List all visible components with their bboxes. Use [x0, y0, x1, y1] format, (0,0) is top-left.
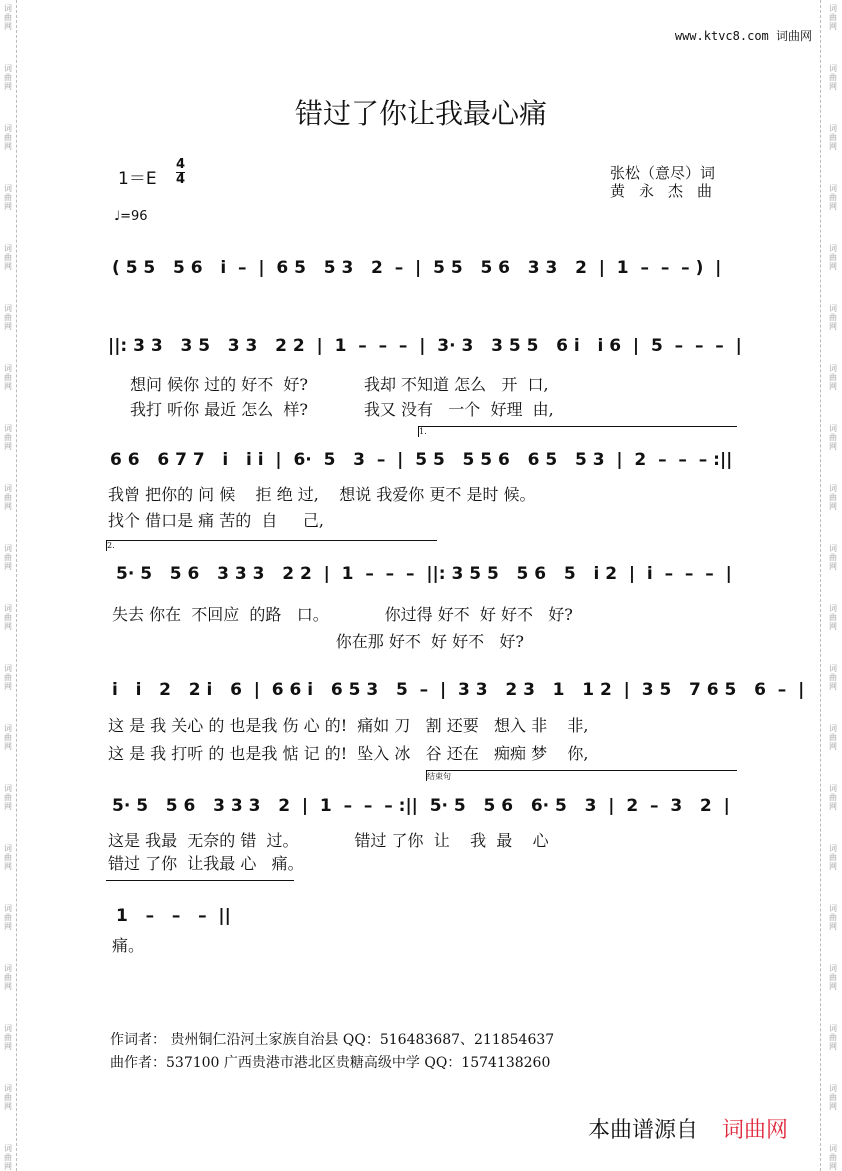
notation-row: ||: 3 3 3 5 3 3 2 2 | 1 – – – | 3· 3 3 5 5 6 i i 6 | 5 – – – | — [108, 336, 742, 356]
staff-line-4 — [0, 564, 842, 604]
watermark-text: 词 曲 网 — [4, 1084, 12, 1111]
watermark-text: 词 曲 网 — [4, 4, 12, 31]
watermark-text: 词 曲 网 — [4, 664, 12, 691]
watermark-text: 词 曲 网 — [829, 424, 837, 451]
watermark-text: 词 曲 网 — [4, 724, 12, 751]
watermark-text: 词 曲 网 — [4, 604, 12, 631]
watermark-text: 词 曲 网 — [4, 424, 12, 451]
time-signature-top: 4 — [176, 157, 186, 172]
source-credit — [588, 1113, 788, 1144]
lyrics-verse-2: 错过 了你 让我最 心 痛。 — [108, 854, 304, 873]
watermark-text: 词 曲 网 — [829, 4, 837, 31]
watermark-text: 词 曲 网 — [829, 304, 837, 331]
watermark-text: 词 曲 网 — [4, 544, 12, 571]
lyricist-credit: 张松（意尽）词 — [610, 164, 716, 182]
ending-phrase-bracket: 结束句 — [426, 770, 737, 781]
lyrics-final: 痛。 — [112, 936, 145, 955]
lyrics-verse-1: 我曾 把你的 问 候 拒 绝 过, 想说 我爱你 更不 是时 候。 — [108, 485, 536, 504]
watermark-text: 词 曲 网 — [4, 184, 12, 211]
watermark-text: 词 曲 网 — [4, 304, 12, 331]
watermark-text: 词 曲 网 — [4, 244, 12, 271]
watermark-text: 词 曲 网 — [829, 484, 837, 511]
final-bracket-line — [106, 880, 294, 881]
tempo-marking: ♩=96 — [114, 209, 148, 224]
watermark-text: 词 曲 网 — [4, 904, 12, 931]
time-signature — [176, 158, 185, 187]
watermark-text: 词 曲 网 — [4, 124, 12, 151]
song-title: 错过了你让我最心痛 — [294, 97, 547, 130]
site-url[interactable]: www.ktvc8.com 词曲网 — [674, 29, 812, 43]
watermark-text: 词 曲 网 — [829, 184, 837, 211]
volta-bracket-2: 2. — [106, 540, 437, 551]
watermark-text: 词 曲 网 — [4, 964, 12, 991]
watermark-text: 词 曲 网 — [829, 64, 837, 91]
watermark-text: 词 曲 网 — [829, 784, 837, 811]
watermark-text: 词 曲 网 — [829, 1084, 837, 1111]
watermark-text: 词 曲 网 — [4, 1144, 12, 1171]
watermark-text: 词 曲 网 — [829, 964, 837, 991]
watermark-text: 词 曲 网 — [829, 904, 837, 931]
volta-bracket-1: 1. — [418, 426, 737, 437]
watermark-text: 词 曲 网 — [4, 364, 12, 391]
notation-row: ( 5 5 5 6 i – | 6 5 5 3 2 – | 5 5 5 6 3 3 2 | 1 – – – ) | — [112, 258, 722, 278]
notation-row: 1 – – – || — [116, 906, 231, 926]
watermark-text: 词 曲 网 — [829, 1144, 837, 1171]
lyrics-verse-1: 想问 候你 过的 好不 好? 我却 不知道 怎么 开 口, — [130, 375, 549, 394]
watermark-text: 词 曲 网 — [829, 244, 837, 271]
source-brand-link[interactable]: 词曲网 — [722, 1118, 789, 1143]
lyrics-verse-1: 这 是 我 关心 的 也是我 伤 心 的! 痛如 刀 割 还要 想入 非 非, — [108, 716, 589, 735]
lyrics-verse-2: 我打 听你 最近 怎么 样? 我又 没有 一个 好理 由, — [130, 400, 554, 419]
composer-credit: 黄永杰曲 — [610, 182, 727, 200]
staff-line-2 — [0, 336, 842, 376]
composer-info: 曲作者：537100 广西贵港市港北区贵糖高级中学 QQ：1574138260 — [110, 1055, 551, 1071]
notation-row: 6 6 6 7 7 i i i | 6· 5 3 – | 5 5 5 5 6 6 5 5 3 | 2 – – – :|| — [110, 450, 733, 470]
watermark-text: 词 曲 网 — [4, 64, 12, 91]
time-signature-bottom: 4 — [176, 172, 186, 187]
notation-row: 5· 5 5 6 3 3 3 2 2 | 1 – – – ||: 3 5 5 5 6 5 i 2 | i – – – | — [116, 564, 732, 584]
watermark-text: 词 曲 网 — [4, 784, 12, 811]
notation-row: 5· 5 5 6 3 3 3 2 | 1 – – – :|| 5· 5 5 6 6· 5 3 | 2 – 3 2 | — [112, 796, 730, 816]
lyricist-info: 作词者： 贵州铜仁沿河土家族自治县 QQ：516483687、211854637 — [110, 1032, 555, 1048]
watermark-text: 词 曲 网 — [829, 124, 837, 151]
notation-row: i i 2 2 i 6 | 6 6 i 6 5 3 5 – | 3 3 2 3 1 1 2 | 3 5 7 6 5 6 – | — [112, 680, 805, 700]
key-signature: 1＝E — [118, 169, 157, 189]
lyrics-verse-2: 你在那 好不 好 好不 好? — [112, 632, 524, 651]
watermark-text: 词 曲 网 — [829, 544, 837, 571]
watermark-text: 词 曲 网 — [829, 664, 837, 691]
lyrics-verse-1: 失去 你在 不回应 的路 口。 你过得 好不 好 好不 好? — [112, 605, 573, 624]
watermark-text: 词 曲 网 — [4, 844, 12, 871]
lyrics-verse-2: 这 是 我 打听 的 也是我 惦 记 的! 坠入 冰 谷 还在 痴痴 梦 你, — [108, 744, 589, 763]
watermark-text: 词 曲 网 — [4, 484, 12, 511]
watermark-text: 词 曲 网 — [829, 1024, 837, 1051]
staff-line-1 — [0, 258, 842, 298]
watermark-text: 词 曲 网 — [4, 1024, 12, 1051]
source-prefix: 本曲谱源自 — [588, 1118, 699, 1143]
lyrics-verse-1: 这是 我最 无奈的 错 过。 错过 了你 让 我 最 心 — [108, 831, 549, 850]
watermark-text: 词 曲 网 — [829, 844, 837, 871]
watermark-text: 词 曲 网 — [829, 724, 837, 751]
watermark-text: 词 曲 网 — [829, 604, 837, 631]
lyrics-verse-2: 找个 借口是 痛 苦的 自 己, — [108, 511, 324, 530]
watermark-text: 词 曲 网 — [829, 364, 837, 391]
